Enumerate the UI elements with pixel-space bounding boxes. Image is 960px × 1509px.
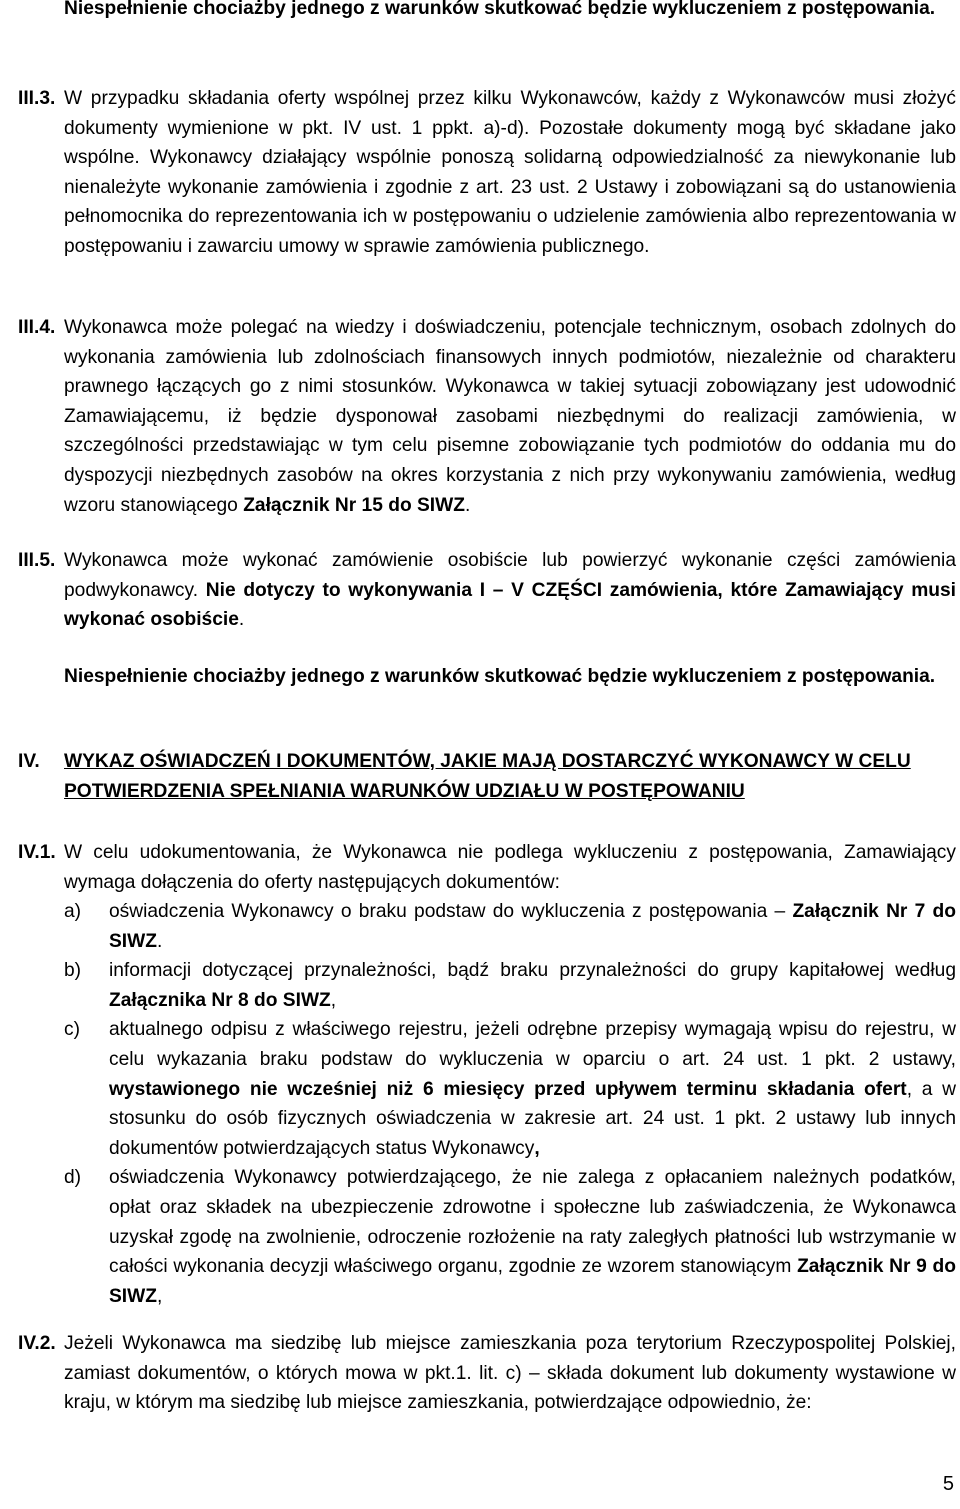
list-item-bold-text: Załącznik Nr 7 do SIWZ xyxy=(109,901,956,952)
list-item-bold-text: , xyxy=(534,1137,540,1159)
section-iii-4-text xyxy=(64,313,956,520)
section-iii-4-end: . xyxy=(464,494,471,516)
section-number-iii-3: III.3. xyxy=(18,88,56,109)
list-item-marker: d) xyxy=(64,1167,82,1189)
list-item xyxy=(64,1015,956,1163)
list-item xyxy=(64,897,956,956)
section-number-iii-4: III.4. xyxy=(18,317,56,338)
list-item xyxy=(64,956,956,1015)
section-iii-5-body: Wykonawca może wykonać zamówienie osobiście lub powierzyć wykonanie części zamówienia podwykonawcy. xyxy=(64,550,956,601)
section-number-iv-1: IV.1. xyxy=(18,842,56,863)
exclusion-note-mid: Niespełnienie chociażby jednego z warunków skutkować będzie wykluczeniem z postępowania. xyxy=(64,666,936,687)
attachment-15-ref: Załącznik Nr 15 do SIWZ xyxy=(243,494,465,516)
list-item-text: oświadczenia Wykonawcy o braku podstaw do wykluczenia z postępowania – xyxy=(109,901,793,922)
section-iv-heading xyxy=(64,747,956,806)
section-iv-1-intro: W celu udokumentowania, że Wykonawca nie podlega wykluczeniu z postępowania, Zamawiający wymaga dołączenia do oferty następujących dokumentów: xyxy=(64,842,956,893)
page-number: 5 xyxy=(942,1473,954,1495)
section-number-iv: IV. xyxy=(18,751,40,772)
list-item-text: informacji dotyczącej przynależności, bądź braku przynależności do grupy kapitałowej według xyxy=(109,960,956,982)
list-item-marker: a) xyxy=(64,901,82,922)
exclusion-note-top: Niespełnienie chociażby jednego z warunków skutkować będzie wykluczeniem z postępowania. xyxy=(64,0,936,19)
section-iv-heading-text: WYKAZ OŚWIADCZEŃ I DOKUMENTÓW, JAKIE MAJĄ DOSTARCZYĆ WYKONAWCY W CELU POTWIERDZENIA SPEŁNIANIA WARUNKÓW UDZIAŁU W POSTĘPOWANIU xyxy=(64,751,911,802)
list-item-text: , xyxy=(330,989,337,1011)
section-iii-5-end: . xyxy=(238,609,245,631)
section-number-iv-2: IV.2. xyxy=(18,1333,56,1354)
list-item-bold-text: wystawionego nie wcześniej niż 6 miesięcy przed upływem terminu składania ofert xyxy=(109,1078,907,1100)
section-iii-3-text: W przypadku składania oferty wspólnej przez kilku Wykonawców, każdy z Wykonawców musi złożyć dokumenty wymienione w pkt. IV ust. 1 ppkt. a)-d). Pozostałe dokumenty mogą być składane jako wspólne. Wykonawcy działający wspólnie ponoszą solidarną odpowiedzialność za niewykonanie lub nienależyte wykonanie zamówienia i zgodnie z art. 23 ust. 2 Ustawy i zobowiązani są do ustanowienia pełnomocnika do reprezentowania ich w postępowaniu o udzielenie zamówienia albo reprezentowania w postępowaniu i zawarciu umowy w sprawie zamówienia publicznego. xyxy=(64,88,956,257)
list-item-marker: b) xyxy=(64,960,82,982)
list-item-marker: c) xyxy=(64,1019,80,1041)
list-item-text: , xyxy=(156,1285,163,1307)
list-item-text: . xyxy=(156,930,163,952)
section-iii-5-bold: Nie dotyczy to wykonywania I – V CZĘŚCI zamówienia, które Zamawiający musi wykonać osobiście xyxy=(64,579,957,631)
list-item-text: oświadczenia Wykonawcy potwierdzającego, że nie zalega z opłacaniem należnych podatków, opłat oraz składek na ubezpieczenie zdrowotne i społeczne lub zaświadczenia, że Wykonawca uzyskał zgodę na zwolnienie, odroczenie rozłożenie na raty zaległych płatności lub wstrzymanie w całości wykonania decyzji właściwego organu, zgodnie ze wzorem stanowiącym xyxy=(109,1167,956,1278)
list-item-bold-text: Załącznika Nr 8 do SIWZ xyxy=(109,989,331,1011)
list-item-bold-text: Załącznik Nr 9 do SIWZ xyxy=(109,1256,957,1307)
section-number-iii-5: III.5. xyxy=(18,550,56,571)
section-iii-5-text xyxy=(64,546,956,635)
list-item-text: , a w stosunku do osób fizycznych oświadczenia w zakresie art. 24 ust. 1 pkt. 2 ustawy lub innych dokumentów potwierdzających status Wykonawcy xyxy=(109,1078,956,1159)
list-item xyxy=(64,1163,956,1311)
list-item-text: aktualnego odpisu z właściwego rejestru, jeżeli odrębne przepisy wymagają wpisu do rejestru, w celu wykazania braku podstaw do wykluczenia w oparciu o art. 24 ust. 1 pkt. 2 ustawy, xyxy=(109,1019,956,1070)
section-iii-4-body: Wykonawca może polegać na wiedzy i doświadczeniu, potencjale technicznym, osobach zdolnych do wykonania zamówienia lub zdolnościach finansowych innych podmiotów, niezależnie od charakteru prawnego łączących go z nimi stosunków. Wykonawca w takiej sytuacji zobowiązany jest udowodnić Zamawiającemu, iż będzie dysponował zasobami niezbędnymi do realizacji zamówienia, w szczególności przedstawiając w tym celu pisemne zobowiązanie tych podmiotów do oddania mu do dyspozycji niezbędnych zasobów na okres korzystania z nich przy wykonywaniu zamówienia, według wzoru stanowiącego xyxy=(64,317,956,516)
section-iv-2-text: Jeżeli Wykonawca ma siedzibę lub miejsce zamieszkania poza terytorium Rzeczypospolitej Polskiej, zamiast dokumentów, o których mowa w pkt.1. lit. c) – składa dokument lub dokumenty wystawione w kraju, w którym ma siedzibę lub miejsce zamieszkania, potwierdzające odpowiednio, że: xyxy=(64,1333,956,1414)
document-list xyxy=(64,897,956,1311)
